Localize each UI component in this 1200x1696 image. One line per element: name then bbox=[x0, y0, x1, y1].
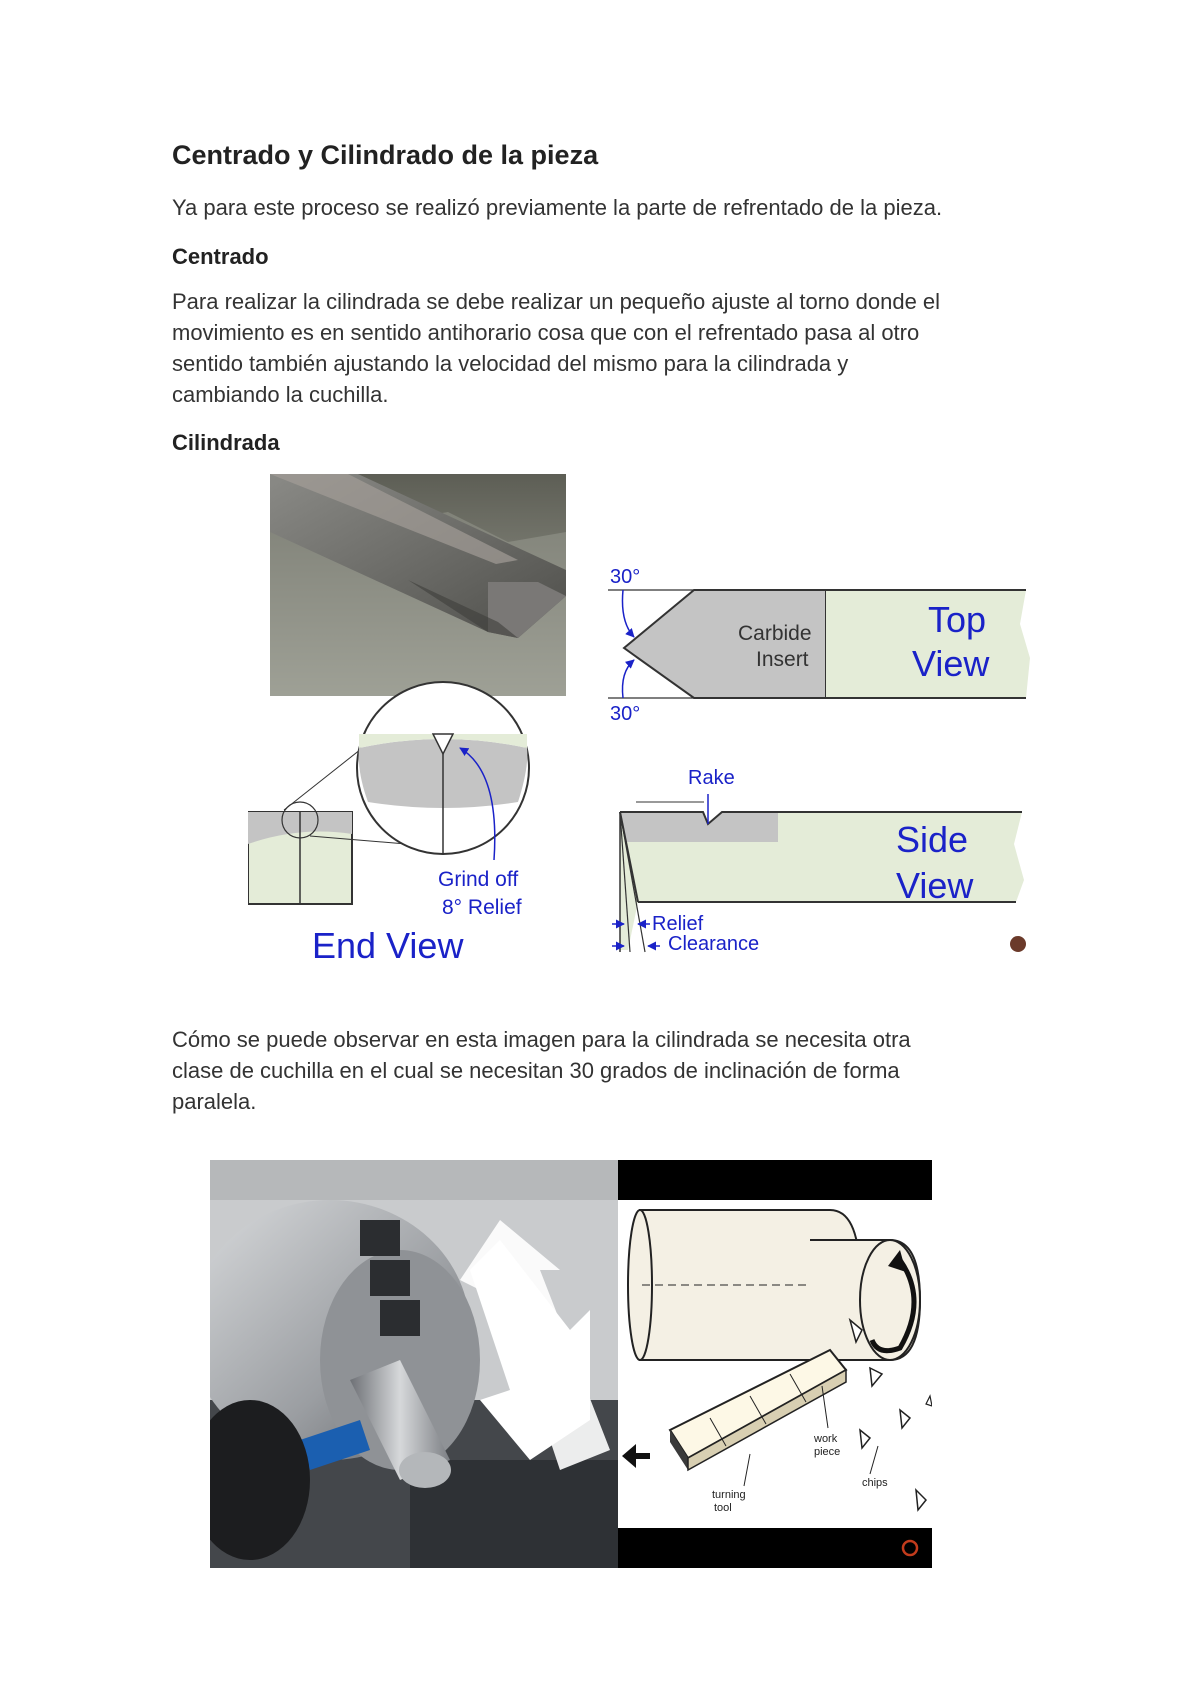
top-angle-label: 30° bbox=[610, 566, 641, 588]
insert-label-line1: Carbide bbox=[738, 622, 812, 645]
side-view-diagram bbox=[612, 767, 1026, 955]
insert-label-line2: Insert bbox=[756, 648, 809, 671]
lathe-turning-svg bbox=[210, 1160, 932, 1568]
top-view-label-1: Top bbox=[928, 599, 987, 640]
work-piece-label-1: work bbox=[814, 1433, 838, 1445]
tool-geometry-figure bbox=[248, 472, 1038, 962]
paragraph-line-3: sentido también ajustando la velocidad del mismo para la cilindrada y bbox=[172, 351, 849, 376]
relief-8-label: 8° Relief bbox=[442, 896, 522, 919]
clearance-label: Clearance bbox=[668, 933, 760, 955]
paragraph-line-2: movimiento es en sentido antihorario cosa que con el refrentado pasa al otro bbox=[172, 320, 920, 345]
paragraph-line-4: cambiando la cuchilla. bbox=[172, 382, 389, 407]
intro-paragraph: Ya para este proceso se realizó previamente la parte de refrentado de la pieza. bbox=[172, 195, 943, 220]
chips-label: chips bbox=[862, 1477, 888, 1489]
turning-diagram bbox=[618, 1160, 932, 1568]
relief-label: Relief bbox=[652, 913, 704, 935]
caption-line-3: paralela. bbox=[172, 1089, 257, 1114]
lathe-3d-render bbox=[210, 1160, 618, 1568]
top-view-diagram bbox=[608, 562, 1030, 725]
grind-off-label: Grind off bbox=[438, 868, 519, 891]
top-view-label-2: View bbox=[912, 643, 990, 684]
turning-tool-label-1: turning bbox=[712, 1489, 746, 1501]
section-heading-cilindrada: Cilindrada bbox=[172, 430, 280, 455]
work-piece-label-2: piece bbox=[814, 1446, 841, 1458]
lathe-turning-figure bbox=[210, 1160, 932, 1568]
paragraph-line-1: Para realizar la cilindrada se debe realizar un pequeño ajuste al torno donde el bbox=[172, 289, 941, 314]
section-heading-centrado: Centrado bbox=[172, 244, 269, 269]
rake-label: Rake bbox=[688, 767, 735, 789]
tool-geometry-svg bbox=[248, 472, 1038, 962]
page-title: Centrado y Cilindrado de la pieza bbox=[172, 140, 599, 170]
corner-logo-icon bbox=[1010, 936, 1026, 952]
end-view-diagram bbox=[248, 682, 529, 962]
tool-bit-photo bbox=[270, 474, 566, 696]
caption-line-1: Cómo se puede observar en esta imagen para la cilindrada se necesita otra bbox=[172, 1027, 911, 1052]
turning-tool-label-2: tool bbox=[714, 1502, 732, 1514]
end-view-label: End View bbox=[312, 925, 464, 962]
side-view-label-1: Side bbox=[896, 819, 969, 860]
side-view-label-2: View bbox=[896, 865, 974, 906]
bottom-angle-label: 30° bbox=[610, 703, 641, 725]
caption-line-2: clase de cuchilla en el cual se necesitan 30 grados de inclinación de forma bbox=[172, 1058, 900, 1083]
